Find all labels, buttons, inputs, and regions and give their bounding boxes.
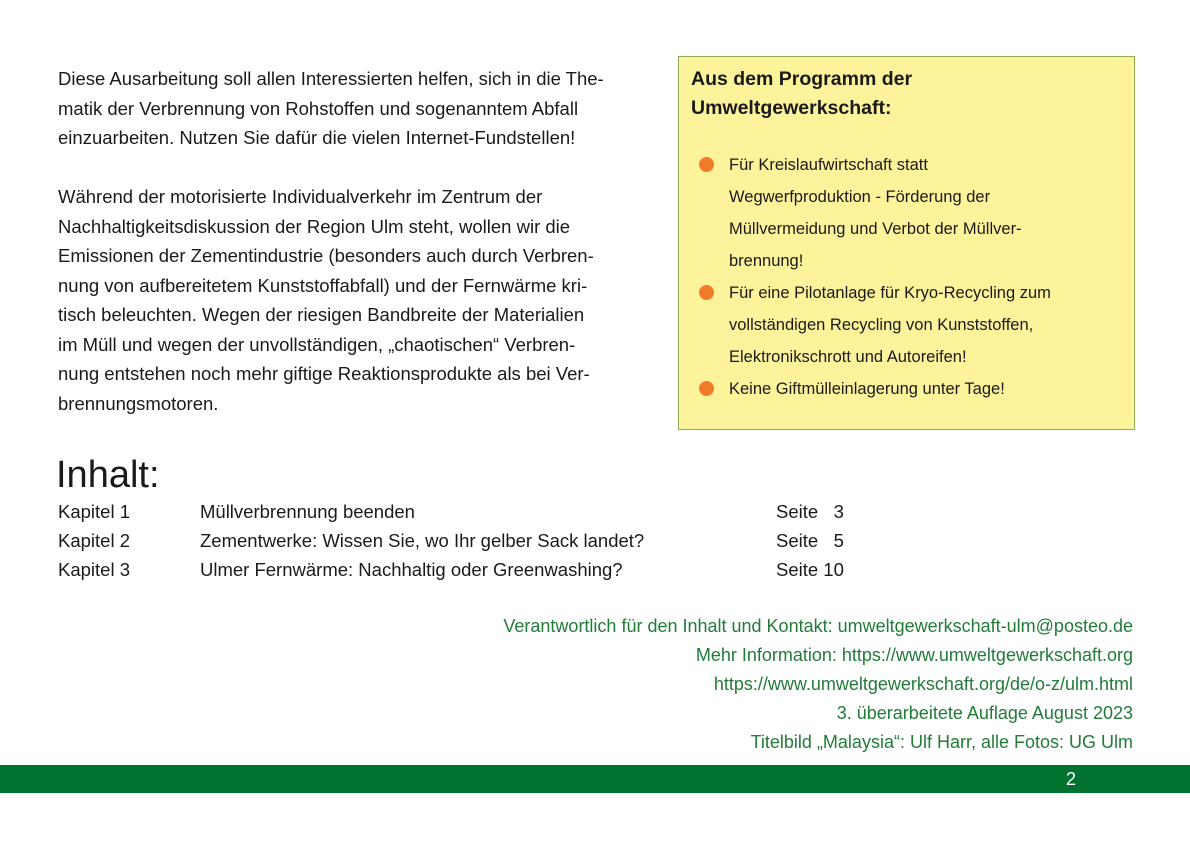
toc-topic: Ulmer Fernwärme: Nachhaltig oder Greenwashing? <box>200 559 623 580</box>
item-line: brennung! <box>729 252 804 270</box>
program-list <box>691 149 1122 405</box>
bullet-icon <box>699 285 714 300</box>
text-line: einzuarbeiten. Nutzen Sie dafür die vielen Internet-Fundstellen! <box>58 127 576 148</box>
text-line: nung entstehen noch mehr giftige Reaktionsprodukte als bei Ver- <box>58 363 590 384</box>
contact-line: Verantwortlich für den Inhalt und Kontakt: umweltgewerkschaft-ulm@posteo.de <box>503 616 1133 636</box>
contact-line: Mehr Information: https://www.umweltgewerkschaft.org <box>695 645 1133 665</box>
text-line: brennungsmotoren. <box>58 392 219 414</box>
toc-row <box>58 526 858 555</box>
toc-topic: Zementwerke: Wissen Sie, wo Ihr gelber Sack landet? <box>200 530 645 551</box>
footer-bar <box>0 765 1190 793</box>
intro-paragraph-2 <box>58 182 658 418</box>
text-line: tisch beleuchten. Wegen der riesigen Bandbreite der Materialien <box>58 304 585 325</box>
toc-page: Seite 3 <box>776 501 844 522</box>
program-item <box>691 277 1122 373</box>
item-line: Müllvermeidung und Verbot der Müllver- <box>729 220 1022 238</box>
toc-row <box>58 497 858 526</box>
text-line: Nachhaltigkeitsdiskussion der Region Ulm steht, wollen wir die <box>58 215 571 237</box>
bullet-icon <box>699 381 714 396</box>
program-item <box>691 373 1122 405</box>
contact-info <box>503 612 1133 757</box>
program-item <box>691 149 1122 277</box>
text-line: Während der motorisierte Individualverkehr im Zentrum der <box>58 186 543 207</box>
text-line: nung von aufbereitetem Kunststoffabfall) und der Fernwärme kri- <box>58 274 588 296</box>
item-line: Keine Giftmülleinlagerung unter Tage! <box>729 380 1005 398</box>
item-line: Wegwerfproduktion - Förderung der <box>729 188 991 206</box>
contact-line: https://www.umweltgewerkschaft.org/de/o-z/ulm.html <box>713 674 1133 694</box>
toc-chapter: Kapitel 3 <box>58 559 130 580</box>
program-box-title <box>691 65 1122 123</box>
toc-title: Inhalt: <box>56 454 160 496</box>
table-of-contents <box>58 497 858 584</box>
contact-line: 3. überarbeitete Auflage August 2023 <box>836 703 1133 723</box>
toc-chapter: Kapitel 2 <box>58 530 130 551</box>
toc-topic: Müllverbrennung beenden <box>200 501 415 522</box>
title-line: Umweltgewerkschaft: <box>691 97 892 119</box>
toc-row <box>58 555 858 584</box>
intro-paragraph-1 <box>58 64 658 153</box>
text-line: matik der Verbrennung von Rohstoffen und sogenanntem Abfall <box>58 97 579 119</box>
bullet-icon <box>699 157 714 172</box>
toc-page: Seite 5 <box>776 530 844 551</box>
item-line: Elektronikschrott und Autoreifen! <box>729 348 967 366</box>
text-line: Emissionen der Zementindustrie (besonders auch durch Verbren- <box>58 245 594 266</box>
contact-line: Titelbild „Malaysia“: Ulf Harr, alle Fotos: UG Ulm <box>750 732 1133 752</box>
item-line: Für Kreislaufwirtschaft statt <box>729 156 928 174</box>
toc-page: Seite 10 <box>776 559 844 580</box>
item-line: vollständigen Recycling von Kunststoffen, <box>729 316 1034 334</box>
text-line: Diese Ausarbeitung soll allen Interessierten helfen, sich in die The- <box>58 68 604 89</box>
text-line: im Müll und wegen der unvollständigen, „chaotischen“ Verbren- <box>58 333 576 355</box>
page-number: 2 <box>1065 769 1076 789</box>
intro-text <box>58 64 658 448</box>
program-box <box>678 56 1135 430</box>
title-line: Aus dem Programm der <box>691 68 913 90</box>
toc-chapter: Kapitel 1 <box>58 501 130 522</box>
item-line: Für eine Pilotanlage für Kryo-Recycling zum <box>729 284 1051 302</box>
